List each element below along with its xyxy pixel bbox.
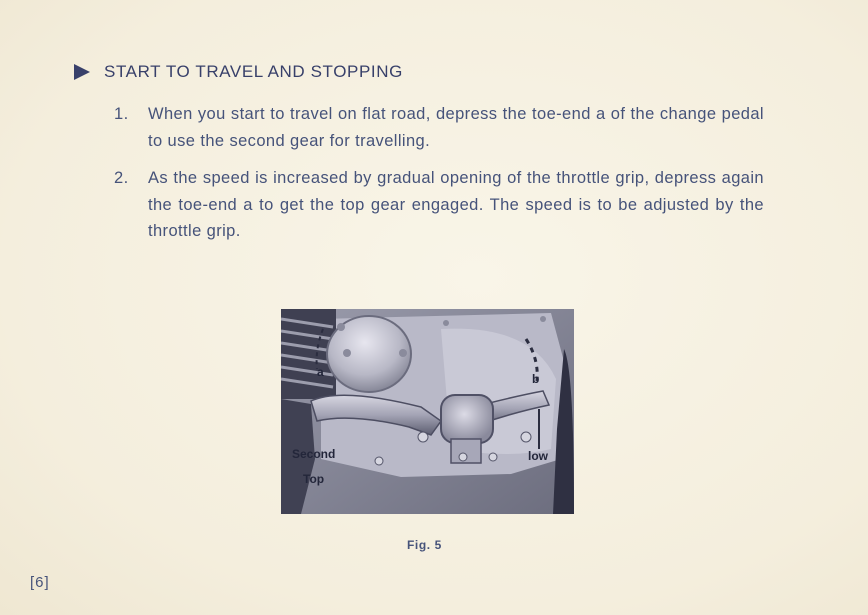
instruction-item — [114, 101, 764, 154]
page-number: [6] — [30, 574, 50, 591]
triangle-bullet-icon — [74, 64, 90, 80]
item-text: As the speed is increased by gradual opening of the throttle grip, depress again the toe-end a to get the top gear engaged. The speed is to be adjusted by the throttle grip. — [148, 169, 764, 240]
item-number: 1. — [114, 105, 129, 123]
label-low: low — [528, 449, 548, 463]
label-b: b — [532, 372, 540, 386]
label-top: Top — [303, 472, 325, 486]
section-heading — [74, 62, 403, 82]
section-title: START TO TRAVEL AND STOPPING — [104, 62, 403, 81]
instruction-item — [114, 165, 764, 245]
engine-photo — [281, 309, 574, 514]
label-second: Second — [292, 447, 336, 461]
label-a: a — [317, 365, 324, 379]
item-text: When you start to travel on flat road, depress the toe-end a of the change pedal to use the second gear for travelling. — [148, 105, 764, 150]
figure-caption: Fig. 5 — [407, 538, 442, 552]
item-number: 2. — [114, 169, 129, 187]
